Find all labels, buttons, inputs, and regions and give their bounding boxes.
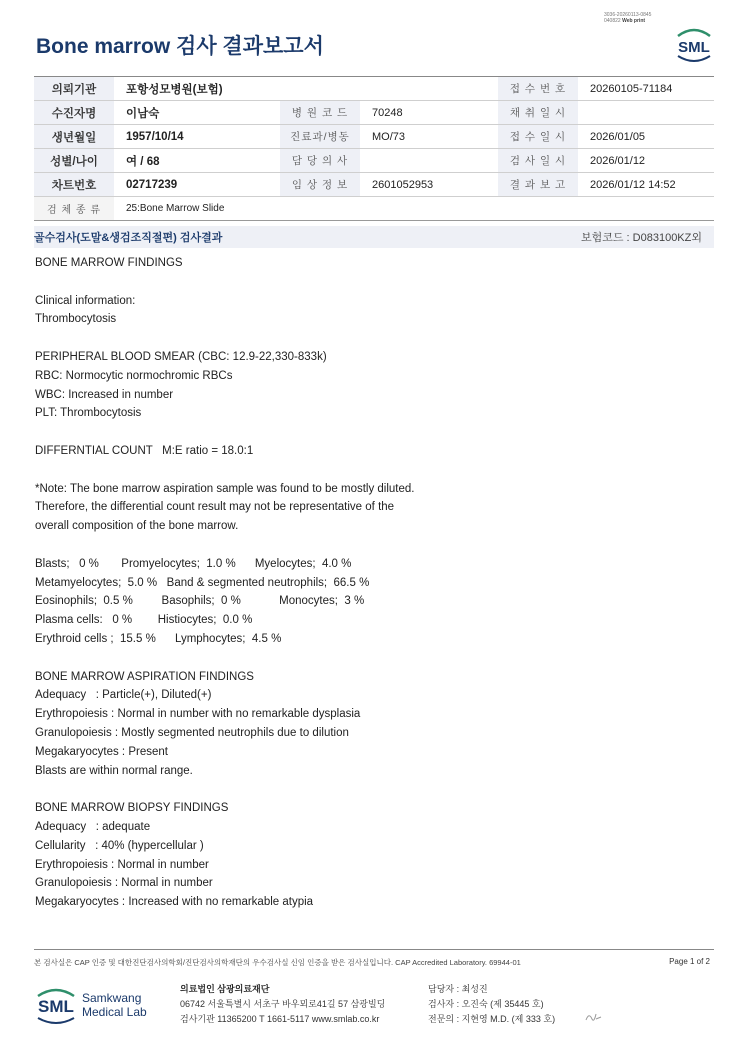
- section-title: 골수검사(도말&생검조직절편) 검사결과: [34, 232, 223, 244]
- report-line: PERIPHERAL BLOOD SMEAR (CBC: 12.9-22,330-833k): [35, 351, 327, 363]
- report-line: BONE MARROW BIOPSY FINDINGS: [35, 802, 229, 815]
- signature: [584, 1010, 604, 1024]
- label-receipt-date: 접 수 일 시: [498, 125, 578, 148]
- staff-specialist: 전문의 : 지현영 M.D. (제 333 호): [428, 1014, 556, 1024]
- report-line: Clinical information:: [35, 294, 136, 307]
- report-line: Granulopoiesis : Normal in number: [35, 877, 213, 890]
- staff-manager: 담당자 : 최성진: [428, 984, 488, 994]
- staff-info: [428, 982, 555, 1027]
- logo-text: SML: [678, 39, 710, 56]
- report-line: WBC: Increased in number: [35, 388, 174, 401]
- info-row: [34, 101, 714, 125]
- report-line: Eosinophils; 0.5 % Basophils; 0 % Monocytes; 3 %: [35, 595, 365, 608]
- document-id-line2: 040822 Web print: [604, 18, 646, 24]
- label-chart-number: 차트번호: [34, 173, 114, 196]
- label-clinical-info: 임 상 정 보: [280, 173, 360, 196]
- patient-info-table: [34, 76, 714, 221]
- org-address: 06742 서울특별시 서초구 바우뫼로41길 57 삼광빌딩: [180, 999, 386, 1009]
- label-department: 진료과/병동: [280, 125, 360, 148]
- label-patient-name: 수진자명: [34, 101, 114, 124]
- label-physician: 담 당 의 사: [280, 149, 360, 172]
- document-id-line1: 3036-20260113-0845: [604, 12, 652, 18]
- value-requesting-institution: 포항성모병원(보험): [126, 83, 223, 96]
- label-birth-date: 생년월일: [34, 125, 114, 148]
- value-physician: [360, 149, 498, 172]
- report-line: Erythropoiesis : Normal in number: [35, 858, 209, 871]
- info-row: [34, 77, 714, 101]
- staff-tester: 검사자 : 오진숙 (제 35445 호): [428, 999, 544, 1009]
- label-receipt-number: 접 수 번 호: [498, 77, 578, 100]
- report-line: Therefore, the differential count result may not be representative of the: [35, 501, 395, 514]
- page-number: Page 1 of 2: [669, 957, 710, 966]
- report-line: Granulopoiesis : Mostly segmented neutrophils due to dilution: [35, 727, 349, 739]
- label-sex-age: 성별/나이: [34, 149, 114, 172]
- report-line: Erythroid cells ; 15.5 % Lymphocytes; 4.5 %: [35, 633, 282, 645]
- report-line: Cellularity : 40% (hypercellular ): [35, 839, 204, 852]
- value-chart-number: 02717239: [126, 178, 178, 191]
- info-row-specimen: [34, 197, 714, 221]
- report-line: BONE MARROW FINDINGS: [35, 257, 183, 269]
- report-line: Metamyelocytes; 5.0 % Band & segmented neutrophils; 66.5 %: [35, 576, 370, 589]
- org-contact: 검사기관 11365200 T 1661-5117 www.smlab.co.kr: [180, 1014, 380, 1024]
- logo-text-bottom: SML: [38, 997, 74, 1016]
- result-section-header: [34, 226, 714, 248]
- value-birth-date: 1957/10/14: [126, 130, 184, 143]
- report-title: Bone marrow 검사 결과보고서: [36, 35, 324, 58]
- report-line: Thrombocytosis: [35, 313, 117, 326]
- document-id: [604, 12, 651, 24]
- label-result-report: 결 과 보 고: [498, 173, 578, 196]
- label-test-date: 검 사 일 시: [498, 149, 578, 172]
- accreditation-note: 본 검사실은 CAP 인증 및 대한진단검사의학회/진단검사의학재단의 우수검사실 신임 인증을 받은 검사실입니다. CAP Accredited Laboratory. 69944-01: [34, 958, 521, 967]
- report-line: DIFFERNTIAL COUNT M:E ratio = 18.0:1: [35, 445, 254, 457]
- value-receipt-date: 2026/01/05: [590, 130, 646, 143]
- report-line: overall composition of the bone marrow.: [35, 520, 239, 533]
- report-line: Adequacy : adequate: [35, 821, 151, 833]
- report-line: Erythropoiesis : Normal in number with no remarkable dysplasia: [35, 708, 361, 721]
- report-line: Blasts; 0 % Promyelocytes; 1.0 % Myelocytes; 4.0 %: [35, 557, 352, 570]
- value-receipt-number: 20260105-71184: [590, 82, 673, 95]
- report-line: RBC: Normocytic normochromic RBCs: [35, 369, 233, 382]
- label-collection-date: 채 취 일 시: [498, 101, 578, 124]
- report-line: Blasts are within normal range.: [35, 764, 193, 777]
- value-result-report: 2026/01/12 14:52: [590, 178, 676, 191]
- insurance-code: 보험코드 : D083100KZ외: [580, 232, 702, 244]
- lab-name-line1: Samkwang: [82, 991, 142, 1005]
- organization-info: [180, 982, 385, 1027]
- samkwang-logo-icon: [36, 982, 160, 1026]
- value-department: MO/73: [372, 130, 406, 143]
- report-line: Megakaryocytes : Increased with no remarkable atypia: [35, 896, 314, 909]
- label-requesting-institution: 의뢰기관: [34, 77, 114, 100]
- lab-name-line2: Medical Lab: [82, 1005, 147, 1019]
- value-sex-age: 여 / 68: [126, 155, 160, 168]
- value-specimen-type: 25:Bone Marrow Slide: [126, 203, 225, 214]
- footer-divider: [34, 949, 714, 950]
- sml-logo-icon: [672, 26, 716, 64]
- value-clinical-info: 2601052953: [372, 178, 434, 191]
- label-hospital-code: 병 원 코 드: [280, 101, 360, 124]
- report-line: Megakaryocytes : Present: [35, 745, 168, 758]
- value-collection-date: [578, 101, 714, 124]
- report-line: *Note: The bone marrow aspiration sample was found to be mostly diluted.: [35, 482, 415, 495]
- label-specimen-type: 검 체 종 류: [34, 197, 114, 220]
- report-line: Plasma cells: 0 % Histiocytes; 0.0 %: [35, 614, 253, 627]
- value-hospital-code: 70248: [372, 106, 403, 119]
- report-line: BONE MARROW ASPIRATION FINDINGS: [35, 670, 254, 683]
- info-row: [34, 149, 714, 173]
- report-line: Adequacy : Particle(+), Diluted(+): [35, 689, 212, 702]
- value-patient-name: 이남숙: [126, 107, 160, 120]
- org-name: 의료법인 삼광의료재단: [180, 984, 270, 994]
- info-row: [34, 125, 714, 149]
- report-line: PLT: Thrombocytosis: [35, 407, 142, 420]
- info-row: [34, 173, 714, 197]
- value-test-date: 2026/01/12: [590, 154, 646, 167]
